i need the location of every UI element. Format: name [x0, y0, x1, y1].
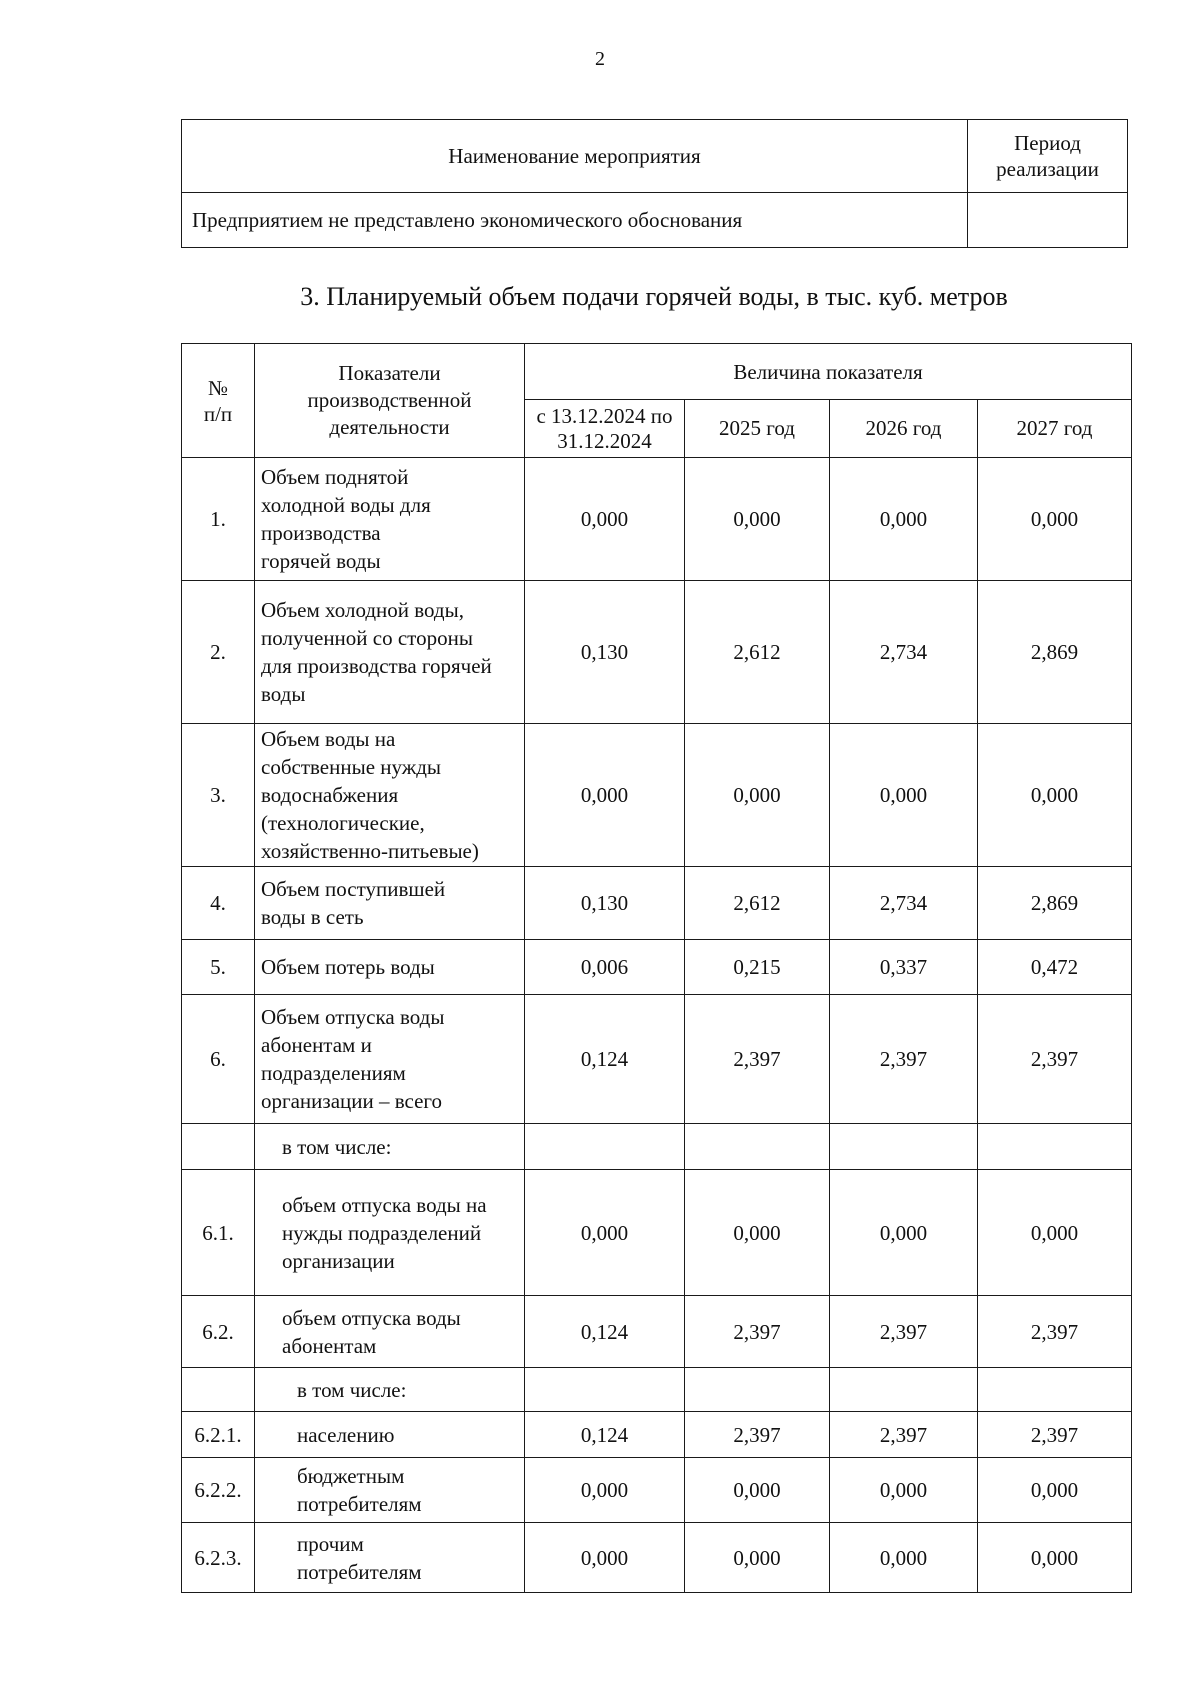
- row-value-period-3: 2,734: [830, 867, 978, 940]
- row-value-period-3: 0,000: [830, 1170, 978, 1296]
- measures-header-period-text: Период реализации: [996, 131, 1099, 181]
- table-row: [182, 1368, 1132, 1412]
- row-value-period-1: 0,000: [525, 458, 685, 581]
- row-value-period-2: 0,000: [685, 1523, 830, 1593]
- table-row: [182, 940, 1132, 995]
- measures-table: [181, 119, 1128, 248]
- row-indicator: Объем отпуска воды абонентам и подразделениям организации – всего: [261, 1005, 445, 1113]
- table-row: [182, 1124, 1132, 1170]
- row-value-period-1: 0,000: [525, 1170, 685, 1296]
- volume-table-body: [182, 458, 1132, 1593]
- row-indicator: в том числе:: [282, 1134, 392, 1159]
- header-period-2: 2025 год: [685, 400, 830, 458]
- header-value-group: Величина показателя: [525, 344, 1132, 400]
- row-number: 6.2.3.: [182, 1523, 255, 1593]
- row-value-period-2: 2,397: [685, 995, 830, 1124]
- row-value-period-1: 0,124: [525, 1412, 685, 1458]
- row-value-period-1: 0,000: [525, 724, 685, 867]
- row-value-period-1: 0,000: [525, 1523, 685, 1593]
- row-number: 6.: [182, 995, 255, 1124]
- row-indicator-cell: [255, 867, 525, 940]
- header-num: [182, 344, 255, 458]
- row-value-period-4: [978, 1124, 1132, 1170]
- row-indicator: Объем холодной воды, полученной со стороны для производства горячей воды: [261, 598, 492, 706]
- row-number: 1.: [182, 458, 255, 581]
- row-value-period-4: 0,000: [978, 724, 1132, 867]
- row-value-period-3: 2,397: [830, 1412, 978, 1458]
- header-period-4: 2027 год: [978, 400, 1132, 458]
- row-value-period-2: 0,000: [685, 1170, 830, 1296]
- row-value-period-3: 0,000: [830, 1458, 978, 1523]
- measures-cell-name: Предприятием не представлено экономического обоснования: [182, 193, 968, 248]
- row-value-period-4: 2,869: [978, 867, 1132, 940]
- row-value-period-1: [525, 1124, 685, 1170]
- row-indicator-cell: [255, 1458, 525, 1523]
- row-value-period-4: 0,000: [978, 1458, 1132, 1523]
- header-indicator: [255, 344, 525, 458]
- header-period-3: 2026 год: [830, 400, 978, 458]
- row-indicator: объем отпуска воды абонентам: [282, 1305, 461, 1358]
- volume-header-row-1: [182, 344, 1132, 400]
- row-value-period-4: 0,000: [978, 1523, 1132, 1593]
- section-title: 3. Планируемый объем подачи горячей воды, в тыс. куб. метров: [300, 282, 1008, 311]
- row-number: 6.2.1.: [182, 1412, 255, 1458]
- table-row: [182, 1170, 1132, 1296]
- table-row: [182, 458, 1132, 581]
- row-value-period-3: 0,000: [830, 458, 978, 581]
- table-row: [182, 724, 1132, 867]
- row-indicator: прочим потребителям: [297, 1531, 422, 1584]
- volume-table: [181, 343, 1132, 1593]
- row-value-period-2: [685, 1124, 830, 1170]
- table-row: [182, 867, 1132, 940]
- row-indicator-cell: [255, 995, 525, 1124]
- table-row: [182, 995, 1132, 1124]
- row-indicator: Объем воды на собственные нужды водоснабжения (технологические, хозяйственно-питьевые): [261, 727, 479, 863]
- table-row: [182, 581, 1132, 724]
- row-value-period-3: 2,734: [830, 581, 978, 724]
- row-indicator: объем отпуска воды на нужды подразделений организации: [282, 1192, 487, 1273]
- row-value-period-4: 0,000: [978, 458, 1132, 581]
- row-value-period-1: 0,130: [525, 867, 685, 940]
- row-indicator: населению: [297, 1422, 395, 1447]
- row-number: 3.: [182, 724, 255, 867]
- row-value-period-3: [830, 1124, 978, 1170]
- row-indicator: Объем поднятой холодной воды для производства горячей воды: [261, 465, 431, 573]
- row-number: 6.2.2.: [182, 1458, 255, 1523]
- header-indicator-text: Показатели производственной деятельности: [307, 361, 472, 439]
- row-indicator-cell: [255, 1170, 525, 1296]
- row-indicator-cell: [255, 1368, 525, 1412]
- row-value-period-3: 2,397: [830, 995, 978, 1124]
- row-value-period-1: 0,006: [525, 940, 685, 995]
- row-value-period-3: 0,000: [830, 724, 978, 867]
- header-period-1-text: с 13.12.2024 по 31.12.2024: [536, 403, 673, 453]
- row-value-period-2: 0,000: [685, 458, 830, 581]
- row-indicator-cell: [255, 458, 525, 581]
- measures-header-row: [182, 120, 1128, 193]
- row-indicator: бюджетным потребителям: [297, 1464, 422, 1516]
- header-period-1: [525, 400, 685, 458]
- table-row: [182, 1412, 1132, 1458]
- row-indicator-cell: [255, 1412, 525, 1458]
- row-indicator-cell: [255, 1124, 525, 1170]
- row-number: 5.: [182, 940, 255, 995]
- row-value-period-4: 2,397: [978, 1412, 1132, 1458]
- row-value-period-4: 0,472: [978, 940, 1132, 995]
- measures-header-period: [968, 120, 1128, 193]
- row-indicator: Объем поступившей воды в сеть: [261, 877, 446, 929]
- row-number: [182, 1368, 255, 1412]
- row-value-period-4: 2,397: [978, 995, 1132, 1124]
- row-value-period-2: 0,215: [685, 940, 830, 995]
- row-value-period-2: 2,397: [685, 1412, 830, 1458]
- row-value-period-2: 2,612: [685, 581, 830, 724]
- row-value-period-3: 0,000: [830, 1523, 978, 1593]
- row-indicator: Объем потерь воды: [261, 955, 435, 979]
- row-value-period-4: 2,397: [978, 1296, 1132, 1368]
- table-row: [182, 1523, 1132, 1593]
- row-indicator-cell: [255, 724, 525, 867]
- row-value-period-3: 2,397: [830, 1296, 978, 1368]
- row-value-period-2: 2,612: [685, 867, 830, 940]
- row-value-period-1: 0,124: [525, 995, 685, 1124]
- row-number: 6.1.: [182, 1170, 255, 1296]
- page-number: 2: [595, 48, 605, 70]
- row-indicator-cell: [255, 1296, 525, 1368]
- row-value-period-2: 0,000: [685, 1458, 830, 1523]
- row-value-period-2: 2,397: [685, 1296, 830, 1368]
- row-indicator-cell: [255, 581, 525, 724]
- row-value-period-2: 0,000: [685, 724, 830, 867]
- row-value-period-1: [525, 1368, 685, 1412]
- row-value-period-2: [685, 1368, 830, 1412]
- table-row: [182, 1296, 1132, 1368]
- row-indicator: в том числе:: [297, 1377, 407, 1402]
- row-value-period-4: [978, 1368, 1132, 1412]
- measures-cell-period: [968, 193, 1128, 248]
- row-value-period-1: 0,000: [525, 1458, 685, 1523]
- row-value-period-3: [830, 1368, 978, 1412]
- row-number: 6.2.: [182, 1296, 255, 1368]
- row-value-period-1: 0,130: [525, 581, 685, 724]
- row-number: 4.: [182, 867, 255, 940]
- row-value-period-3: 0,337: [830, 940, 978, 995]
- header-num-text: № п/п: [203, 375, 233, 426]
- row-value-period-4: 2,869: [978, 581, 1132, 724]
- row-indicator-cell: [255, 940, 525, 995]
- table-row: [182, 1458, 1132, 1523]
- row-number: 2.: [182, 581, 255, 724]
- row-value-period-1: 0,124: [525, 1296, 685, 1368]
- row-value-period-4: 0,000: [978, 1170, 1132, 1296]
- row-number: [182, 1124, 255, 1170]
- row-indicator-cell: [255, 1523, 525, 1593]
- measures-row: [182, 193, 1128, 248]
- measures-header-name: Наименование мероприятия: [182, 120, 968, 193]
